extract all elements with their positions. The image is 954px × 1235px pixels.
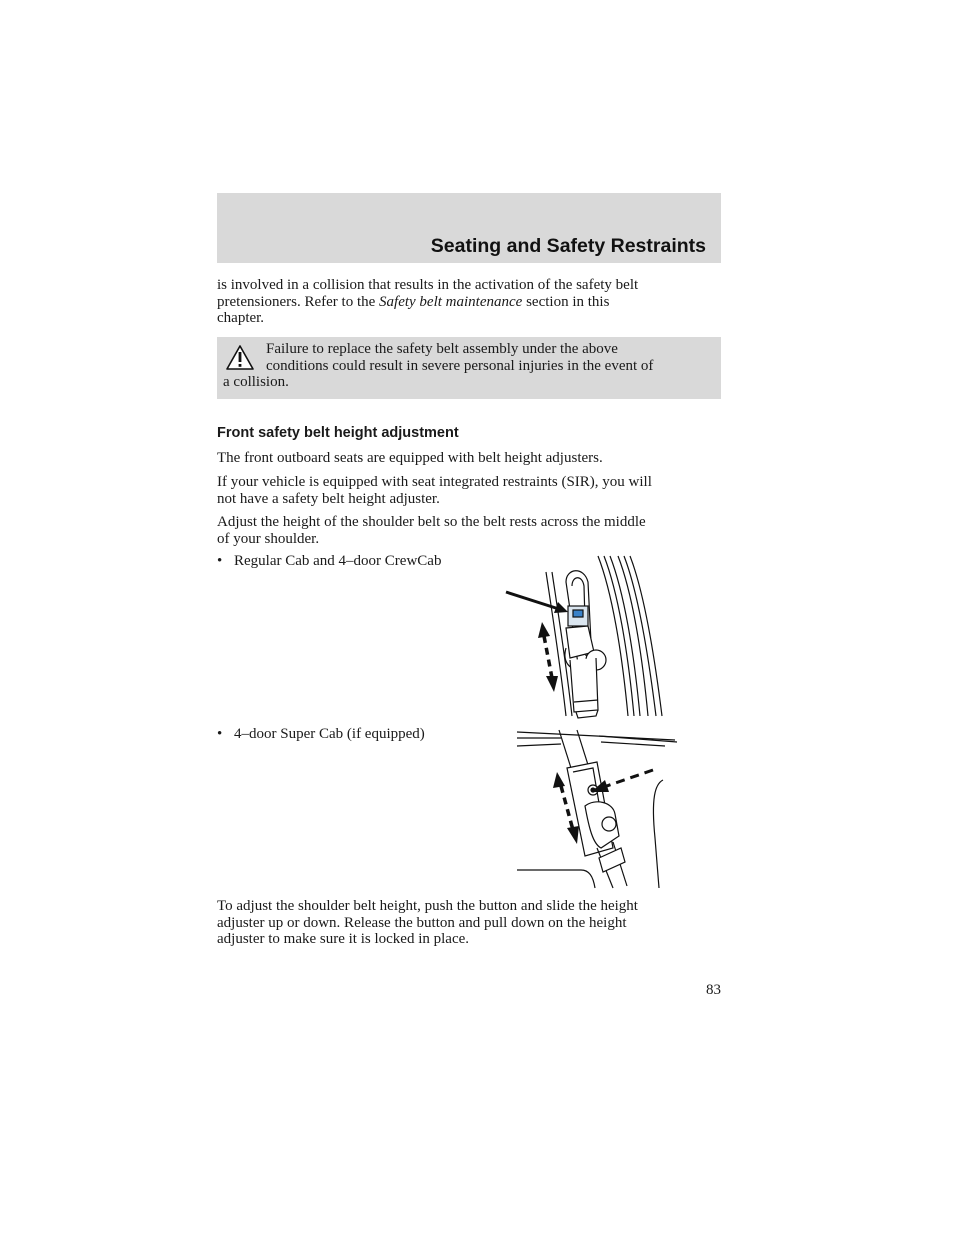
intro-line-1: is involved in a collision that results in the activation of the safety belt [217, 277, 639, 293]
warning-box [217, 337, 721, 399]
section-title: Seating and Safety Restraints [430, 235, 706, 257]
warning-line-1: Failure to replace the safety belt assembly under the above [266, 341, 618, 357]
bullet-dot: • [217, 553, 223, 569]
super-cab-belt-adjuster-illustration [515, 728, 681, 890]
intro-paragraph [217, 277, 721, 327]
paragraph-sir: If your vehicle is equipped with seat integrated restraints (SIR), you will not have a safety belt height adjuster. [217, 474, 652, 507]
section-header-band [217, 193, 721, 263]
paragraph-adjust-height: Adjust the height of the shoulder belt so the belt rests across the middle of your shoulder. [217, 514, 646, 547]
safety-belt-maintenance-reference: Safety belt maintenance [379, 293, 523, 310]
bullet-super-cab: • 4–door Super Cab (if equipped) [217, 726, 425, 742]
regular-cab-belt-adjuster-illustration [500, 552, 670, 720]
subsection-heading: Front safety belt height adjustment [217, 425, 459, 441]
bullet-dot: • [217, 726, 223, 742]
bullet-regular-cab: • Regular Cab and 4–door CrewCab [217, 553, 442, 569]
intro-line-2: pretensioners. Refer to the Safety belt maintenance section in this [217, 293, 610, 310]
intro-line-3: chapter. [217, 310, 265, 327]
warning-text [223, 341, 715, 391]
warning-line-2: conditions could result in severe personal injuries in the event of [266, 357, 654, 374]
paragraph-belt-adjusters: The front outboard seats are equipped with belt height adjusters. [217, 450, 603, 466]
paragraph-adjust-instructions: To adjust the shoulder belt height, push the button and slide the height adjuster up or down. Release the button and pull down on the height adjuster to make sure it is locked in place. [217, 898, 638, 948]
page-number: 83 [706, 982, 721, 998]
warning-line-3: a collision. [223, 374, 289, 391]
